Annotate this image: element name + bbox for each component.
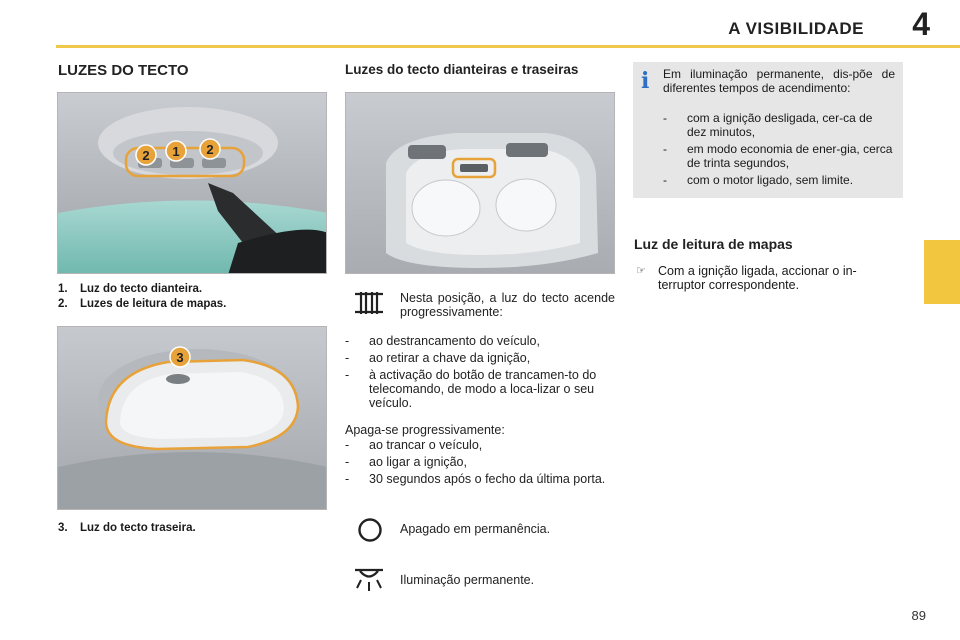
caption-2: 2. Luzes de leitura de mapas. bbox=[58, 298, 227, 310]
info-text: Em iluminação permanente, dis-põe de diferentes tempos de acendimento: bbox=[663, 67, 895, 95]
list-item: - em modo economia de ener-gia, cerca de trinta segundos, bbox=[663, 142, 893, 170]
chapter-number: 4 bbox=[912, 6, 930, 42]
section-title: LUZES DO TECTO bbox=[58, 62, 189, 79]
caption-1: 1. Luz do tecto dianteira. bbox=[58, 283, 203, 295]
list-item: - com a ignição desligada, cer-ca de dez minutos, bbox=[663, 111, 873, 139]
callout-2-right: 2 bbox=[206, 142, 214, 157]
chapter-title: A VISIBILIDADE bbox=[728, 19, 864, 38]
info-box bbox=[633, 62, 903, 198]
chapter-side-tab bbox=[924, 240, 960, 304]
list-item: - com o motor ligado, sem limite. bbox=[663, 173, 854, 187]
info-list bbox=[663, 112, 895, 192]
off-position-text: Apagado em permanência. bbox=[400, 522, 551, 536]
list-item: - ao destrancamento do veículo, bbox=[345, 334, 540, 348]
rear-ceiling-light-photo bbox=[57, 326, 327, 510]
list-item: - ao ligar a ignição, bbox=[345, 455, 467, 469]
door-position-text: Nesta posição, a luz do tecto acende progressivamente: bbox=[400, 291, 615, 319]
pointing-hand-icon: ☞ bbox=[636, 265, 646, 277]
lock-list bbox=[345, 438, 617, 489]
subsection-title: Luzes do tecto dianteiras e traseiras bbox=[345, 62, 579, 77]
off-position-icon bbox=[356, 516, 384, 544]
unlock-list bbox=[345, 334, 617, 413]
caption-3: 3. Luz do tecto traseira. bbox=[58, 522, 196, 534]
map-light-title: Luz de leitura de mapas bbox=[634, 236, 793, 252]
list-item: - 30 segundos após o fecho da última porta. bbox=[345, 472, 606, 486]
map-light-instruction: ☞ Com a ignição ligada, accionar o in-terruptor correspondente. bbox=[636, 264, 857, 292]
front-rear-ceiling-light-closeup bbox=[345, 92, 615, 274]
front-ceiling-light-photo bbox=[57, 92, 327, 274]
list-item: - ao retirar a chave da ignição, bbox=[345, 351, 531, 365]
door-position-icon bbox=[352, 290, 386, 316]
header-rule bbox=[56, 45, 960, 48]
permanent-light-icon bbox=[352, 566, 386, 594]
captions-1-2 bbox=[58, 282, 226, 312]
info-icon: i bbox=[641, 68, 650, 94]
fades-out-title: Apaga-se progressivamente: bbox=[345, 423, 505, 437]
callout-3: 3 bbox=[176, 350, 184, 365]
list-item: - à activação do botão de trancamen-to do telecomando, de modo a loca-lizar o seu veículo. bbox=[345, 368, 597, 410]
list-item: - ao trancar o veículo, bbox=[345, 438, 483, 452]
permanent-light-text: Iluminação permanente. bbox=[400, 573, 535, 587]
page-number: 89 bbox=[911, 608, 926, 623]
callout-2-left: 2 bbox=[142, 148, 150, 163]
callout-1: 1 bbox=[172, 144, 180, 159]
